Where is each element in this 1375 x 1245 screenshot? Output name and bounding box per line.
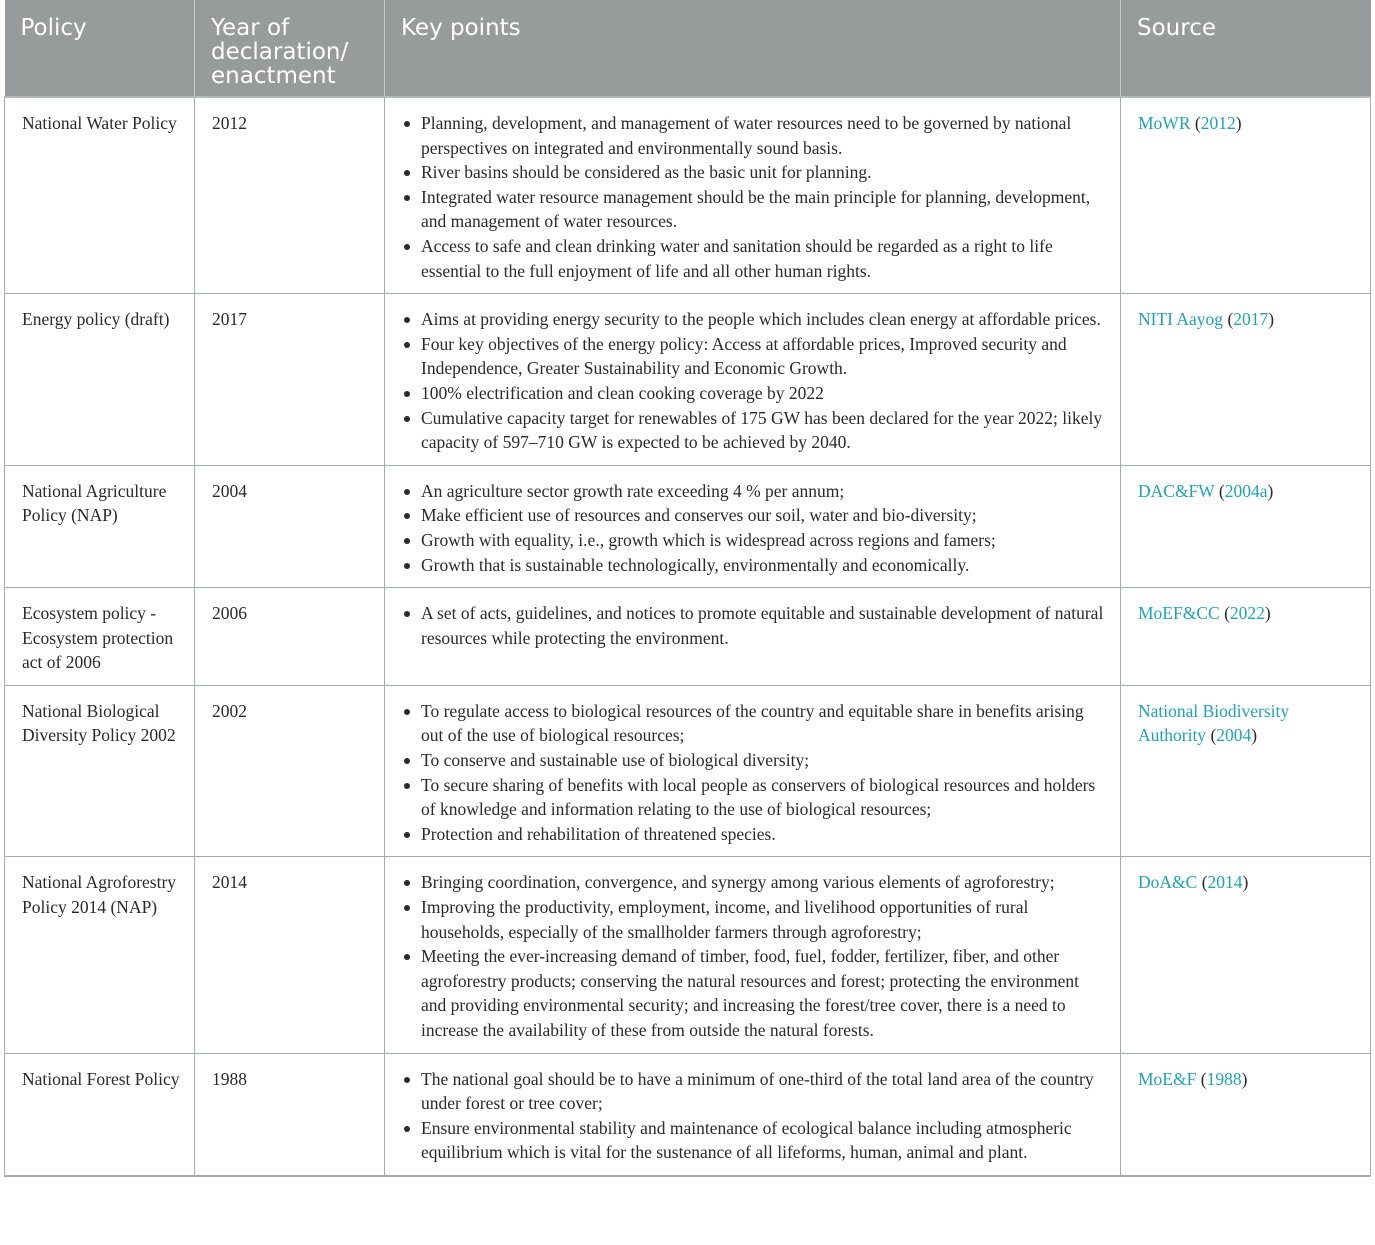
- cell-key-points: [385, 685, 1121, 857]
- source-paren-close: ): [1251, 725, 1258, 746]
- cell-source: [1121, 685, 1371, 857]
- cell-policy: National Biological Diversity Policy 2002: [5, 685, 195, 857]
- cell-source: [1121, 97, 1371, 294]
- key-points-list: [402, 307, 1106, 455]
- source-paren-close: ): [1235, 113, 1242, 133]
- cell-policy: Ecosystem policy - Ecosystem protection act of 2006: [5, 588, 195, 686]
- source-year-link[interactable]: 2012: [1200, 113, 1236, 133]
- key-points-list: [402, 601, 1106, 650]
- source-link[interactable]: MoWR: [1138, 113, 1191, 133]
- table-header: [5, 0, 1371, 97]
- source-year-link[interactable]: 2022: [1229, 603, 1265, 624]
- cell-source: [1121, 1053, 1371, 1176]
- cell-year: 2012: [195, 97, 385, 294]
- key-points-list: [402, 111, 1106, 283]
- source-paren-open: (: [1206, 725, 1217, 746]
- cell-year: 2017: [195, 294, 385, 466]
- table-row: [5, 857, 1371, 1053]
- cell-source: [1121, 857, 1371, 1053]
- source-year-link[interactable]: 2004: [1216, 725, 1252, 746]
- table-row: [5, 294, 1371, 466]
- key-point-item: Bringing coordination, convergence, and synergy among various elements of agroforestry;: [402, 870, 1106, 895]
- source-paren-open: (: [1190, 113, 1201, 133]
- key-point-item: Cumulative capacity target for renewables of 175 GW has been declared for the year 2022; likely capacity of 597–710 GW is expected to be achieved by 2040.: [402, 406, 1106, 455]
- source-link[interactable]: National Biodiversity Authority: [1138, 700, 1290, 746]
- table-row: [5, 1053, 1371, 1176]
- cell-policy: National Agroforestry Policy 2014 (NAP): [5, 857, 195, 1053]
- source-link[interactable]: DAC&FW: [1138, 480, 1215, 501]
- key-point-item: An agriculture sector growth rate exceeding 4 % per annum;: [402, 479, 1106, 504]
- key-point-item: Protection and rehabilitation of threatened species.: [402, 822, 1106, 847]
- cell-source: [1121, 294, 1371, 466]
- source-paren-close: ): [1267, 480, 1274, 501]
- key-points-list: [402, 1067, 1106, 1165]
- source-paren-close: ): [1264, 603, 1271, 624]
- source-link[interactable]: MoE&F: [1138, 1068, 1197, 1089]
- table-row: [5, 685, 1371, 857]
- cell-year: 2002: [195, 685, 385, 857]
- source-paren-open: (: [1223, 309, 1234, 330]
- key-point-item: Access to safe and clean drinking water and sanitation should be regarded as a right to life essential to the full enjoyment of life and all other human rights.: [402, 234, 1106, 283]
- source-paren-open: (: [1214, 480, 1225, 501]
- cell-key-points: [385, 857, 1121, 1053]
- key-point-item: Growth that is sustainable technologically, environmentally and economically.: [402, 553, 1106, 578]
- header-year: Year of declaration/ enactment: [195, 0, 385, 97]
- source-paren-open: (: [1196, 1068, 1207, 1089]
- header-row: [5, 0, 1371, 97]
- key-point-item: Four key objectives of the energy policy: Access at affordable prices, Improved security and Independence, Greater Sustainability and Economic Growth.: [402, 332, 1106, 381]
- cell-key-points: [385, 294, 1121, 466]
- table-body: [5, 97, 1371, 1176]
- source-paren-close: ): [1241, 1068, 1248, 1089]
- cell-key-points: [385, 1053, 1121, 1176]
- cell-policy: National Agriculture Policy (NAP): [5, 465, 195, 587]
- cell-source: [1121, 465, 1371, 587]
- cell-policy: National Forest Policy: [5, 1053, 195, 1176]
- cell-year: 1988: [195, 1053, 385, 1176]
- source-paren-close: ): [1268, 309, 1275, 330]
- key-points-list: [402, 699, 1106, 847]
- source-year-link[interactable]: 2014: [1207, 872, 1243, 893]
- key-point-item: Meeting the ever-increasing demand of timber, food, fuel, fodder, fertilizer, fiber, and other agroforestry products; conserving the natural resources and forest; protecting the environment and providing environmental security; and increasing the forest/tree cover, there is a need to increase the availability of these from outside the natural forests.: [402, 944, 1106, 1042]
- cell-key-points: [385, 465, 1121, 587]
- key-point-item: To secure sharing of benefits with local people as conservers of biological resources and holders of knowledge and information relating to the use of biological resources;: [402, 773, 1106, 822]
- key-point-item: Ensure environmental stability and maintenance of ecological balance including atmospheric equilibrium which is vital for the sustenance of all lifeforms, human, animal and plant.: [402, 1116, 1106, 1165]
- key-point-item: The national goal should be to have a minimum of one-third of the total land area of the country under forest or tree cover;: [402, 1067, 1106, 1116]
- table-row: [5, 465, 1371, 587]
- key-point-item: To conserve and sustainable use of biological diversity;: [402, 748, 1106, 773]
- source-link[interactable]: MoEF&CC: [1138, 603, 1220, 624]
- source-year-link[interactable]: 1988: [1206, 1068, 1242, 1089]
- cell-policy: Energy policy (draft): [5, 294, 195, 466]
- key-point-item: Aims at providing energy security to the people which includes clean energy at affordable prices.: [402, 307, 1106, 332]
- key-point-item: 100% electrification and clean cooking coverage by 2022: [402, 381, 1106, 406]
- key-point-item: Make efficient use of resources and conserves our soil, water and bio-diversity;: [402, 503, 1106, 528]
- key-point-item: Planning, development, and management of water resources need to be governed by national perspectives on integrated and environmentally sound basis.: [402, 111, 1106, 160]
- source-link[interactable]: DoA&C: [1138, 872, 1198, 893]
- table-row: [5, 97, 1371, 294]
- key-point-item: Improving the productivity, employment, income, and livelihood opportunities of rural households, especially of the smallholder farmers through agroforestry;: [402, 895, 1106, 944]
- source-paren-close: ): [1242, 872, 1249, 893]
- cell-year: 2006: [195, 588, 385, 686]
- key-points-list: [402, 870, 1106, 1042]
- source-paren-open: (: [1197, 872, 1208, 893]
- source-year-link[interactable]: 2004a: [1224, 480, 1268, 501]
- cell-year: 2014: [195, 857, 385, 1053]
- cell-key-points: [385, 97, 1121, 294]
- source-link[interactable]: NITI Aayog: [1138, 309, 1224, 330]
- cell-source: [1121, 588, 1371, 686]
- header-policy: Policy: [5, 0, 195, 97]
- header-key-points: Key points: [385, 0, 1121, 97]
- key-point-item: Growth with equality, i.e., growth which is widespread across regions and famers;: [402, 528, 1106, 553]
- cell-key-points: [385, 588, 1121, 686]
- cell-year: 2004: [195, 465, 385, 587]
- source-year-link[interactable]: 2017: [1233, 309, 1269, 330]
- source-paren-open: (: [1219, 603, 1230, 624]
- key-point-item: River basins should be considered as the basic unit for planning.: [402, 160, 1106, 185]
- key-points-list: [402, 479, 1106, 577]
- cell-policy: National Water Policy: [5, 97, 195, 294]
- key-point-item: A set of acts, guidelines, and notices to promote equitable and sustainable development of natural resources while protecting the environment.: [402, 601, 1106, 650]
- key-point-item: Integrated water resource management should be the main principle for planning, development, and management of water resources.: [402, 185, 1106, 234]
- table-row: [5, 588, 1371, 686]
- header-source: Source: [1121, 0, 1371, 97]
- policy-table: [4, 0, 1371, 1177]
- key-point-item: To regulate access to biological resources of the country and equitable share in benefits arising out of the use of biological resources;: [402, 699, 1106, 748]
